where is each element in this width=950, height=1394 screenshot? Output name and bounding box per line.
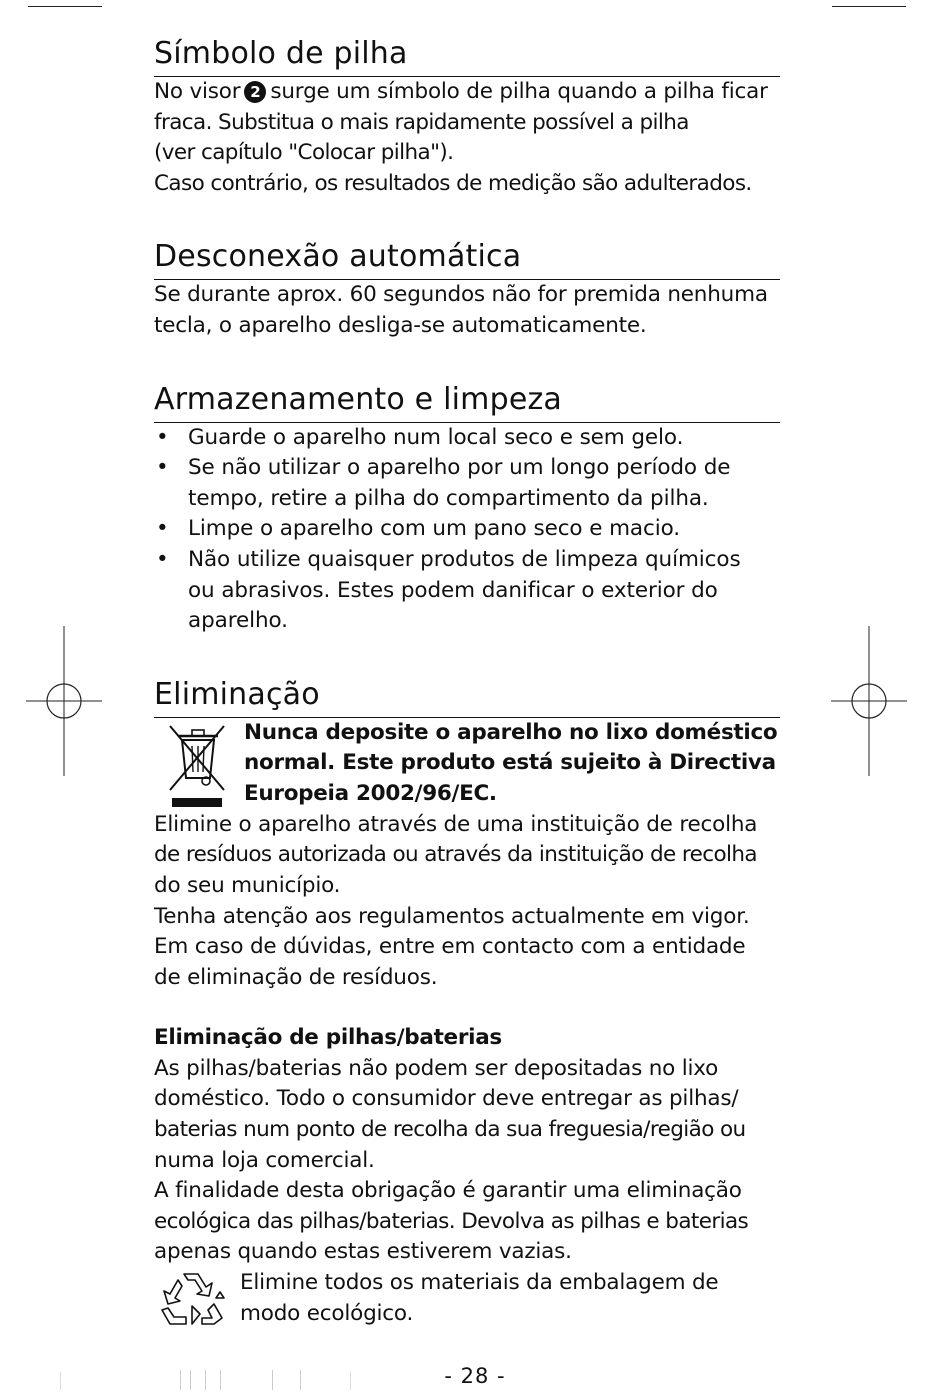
display-number-badge: 2 — [244, 81, 266, 103]
text: modo ecológico. — [240, 1300, 414, 1326]
text: normal. Este produto está sujeito à Directiva — [244, 750, 776, 776]
text: fraca. Substitua o mais rapidamente possível a pilha — [154, 109, 689, 135]
text: de resíduos autorizada ou através da instituição de recolha — [154, 842, 758, 868]
text: Caso contrário, os resultados de medição são adulterados. — [154, 170, 752, 196]
text: doméstico. Todo o consumidor deve entregar as pilhas/ — [154, 1086, 739, 1112]
bullet: • — [156, 516, 169, 542]
text: ecológica das pilhas/baterias. Devolva as pilhas e baterias — [154, 1208, 749, 1234]
battery-disposal-paragraph — [154, 1054, 780, 1268]
section-battery-symbol — [154, 34, 780, 199]
registration-mark-left — [26, 626, 102, 776]
bullet: • — [156, 455, 169, 481]
heading-disposal: Eliminação — [154, 675, 780, 718]
list-item — [154, 545, 780, 637]
crossed-bin-icon — [154, 718, 244, 810]
text: do seu município. — [154, 872, 341, 898]
list-item — [154, 514, 780, 545]
text: No visor — [154, 79, 241, 104]
section-auto-shutoff — [154, 237, 780, 341]
text: Nunca deposite o aparelho no lixo doméstico — [244, 719, 778, 745]
page-content — [154, 34, 780, 1330]
heading-battery-symbol: Símbolo de pilha — [154, 34, 780, 77]
registration-mark-right — [831, 626, 907, 776]
text: ou abrasivos. Estes podem danificar o exterior do — [188, 577, 718, 603]
text: (ver capítulo "Colocar pilha"). — [154, 140, 454, 166]
text: Em caso de dúvidas, entre em contacto com a entidade — [154, 934, 746, 960]
text: Europeia 2002/96/EC. — [244, 780, 497, 806]
bullet: • — [156, 424, 169, 450]
text: Guarde o aparelho num local seco e sem gelo. — [188, 424, 684, 450]
text: surge um símbolo de pilha quando a pilha ficar — [270, 79, 768, 104]
bullet: • — [156, 546, 169, 572]
packaging-text — [240, 1268, 718, 1330]
crop-mark-top-right — [832, 6, 906, 7]
text: tecla, o aparelho desliga-se automaticamente. — [154, 312, 647, 338]
text: Se não utilizar o aparelho por um longo período de — [188, 455, 731, 481]
list-item — [154, 453, 780, 514]
text: numa loja comercial. — [154, 1147, 375, 1173]
text: Tenha atenção aos regulamentos actualmente em vigor. — [154, 903, 750, 929]
text: aparelho. — [188, 608, 288, 634]
text: Não utilize quaisquer produtos de limpeza químicos — [188, 546, 741, 572]
auto-shutoff-paragraph — [154, 280, 780, 341]
packaging-notice — [154, 1268, 780, 1330]
crop-mark-top-left — [28, 6, 102, 7]
page-number: - 28 - — [444, 1364, 506, 1388]
section-disposal — [154, 675, 780, 1330]
subheading-battery-disposal: Eliminação de pilhas/baterias — [154, 1025, 502, 1051]
text: Limpe o aparelho com um pano seco e macio. — [188, 516, 680, 542]
text: tempo, retire a pilha do compartimento da pilha. — [188, 485, 709, 511]
text: Elimine todos os materiais da embalagem de — [240, 1270, 719, 1296]
text: A finalidade desta obrigação é garantir uma eliminação — [154, 1178, 742, 1204]
text: apenas quando estas estiverem vazias. — [154, 1239, 572, 1265]
text: Elimine o aparelho através de uma instituição de recolha — [154, 811, 758, 837]
list-item — [154, 423, 780, 454]
disposal-paragraph — [154, 810, 780, 994]
storage-bullet-list — [154, 423, 780, 637]
text: As pilhas/baterias não podem ser depositadas no lixo — [154, 1055, 719, 1081]
text: baterias num ponto de recolha da sua freguesia/região ou — [154, 1117, 746, 1143]
text: de eliminação de resíduos. — [154, 964, 438, 990]
section-storage-cleaning — [154, 380, 780, 637]
heading-auto-shutoff: Desconexão automática — [154, 237, 780, 280]
text: Se durante aprox. 60 segundos não for premida nenhuma — [154, 282, 768, 308]
heading-storage-cleaning: Armazenamento e limpeza — [154, 380, 780, 423]
recycle-icon — [154, 1268, 240, 1330]
weee-notice — [154, 718, 780, 810]
weee-bold-text — [244, 718, 777, 810]
battery-symbol-paragraph — [154, 77, 780, 199]
